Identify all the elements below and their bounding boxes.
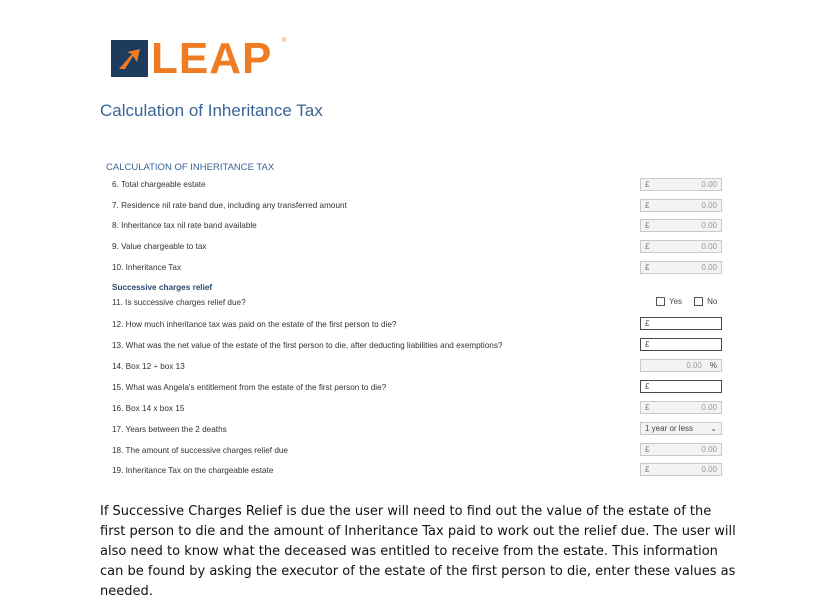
- page-title: Calculation of Inheritance Tax: [100, 101, 323, 120]
- row-16-label: 16. Box 14 x box 15: [112, 404, 185, 413]
- row-18-value: 0.00: [701, 445, 717, 454]
- row-9-field: [640, 240, 722, 253]
- no-checkbox[interactable]: [694, 297, 703, 306]
- row-19-value: 0.00: [701, 465, 717, 474]
- currency-symbol: £: [645, 319, 650, 328]
- currency-symbol: £: [645, 340, 650, 349]
- yes-checkbox[interactable]: [656, 297, 665, 306]
- currency-symbol: £: [645, 465, 650, 474]
- row-10-label: 10. Inheritance Tax: [112, 263, 182, 272]
- relief-due-options: [656, 297, 717, 306]
- row-8-label: 8. Inheritance tax nil rate band available: [112, 221, 257, 230]
- row-7-value: 0.00: [701, 201, 717, 210]
- row-8-field: [640, 219, 722, 232]
- leap-logo-mark: [111, 40, 148, 77]
- currency-symbol: £: [645, 242, 650, 251]
- currency-symbol: £: [645, 221, 650, 230]
- row-9-value: 0.00: [701, 242, 717, 251]
- yes-label: Yes: [669, 297, 683, 306]
- row-7-label: 7. Residence nil rate band due, including any transferred amount: [112, 201, 347, 210]
- row-8-value: 0.00: [701, 221, 717, 230]
- row-19-label: 19. Inheritance Tax on the chargeable estate: [112, 466, 274, 475]
- row-10-value: 0.00: [701, 263, 717, 272]
- leap-arrow-icon: [111, 40, 148, 77]
- row-12-input[interactable]: [640, 317, 722, 330]
- row-16-field: [640, 401, 722, 414]
- row-13-label: 13. What was the net value of the estate of the first person to die, after deducting liabilities and exemptions?: [112, 341, 503, 350]
- currency-symbol: £: [645, 403, 650, 412]
- row-14-value: 0.00: [686, 361, 702, 370]
- currency-symbol: £: [645, 201, 650, 210]
- section-title: CALCULATION OF INHERITANCE TAX: [106, 162, 275, 173]
- row-13-input[interactable]: [640, 338, 722, 351]
- currency-symbol: £: [645, 382, 650, 391]
- row-15-input[interactable]: [640, 380, 722, 393]
- row-12-label: 12. How much inheritance tax was paid on the estate of the first person to die?: [112, 320, 397, 329]
- leap-logo-text: LEAP: [151, 34, 273, 83]
- relief-heading: Successive charges relief: [112, 283, 213, 292]
- row-18-label: 18. The amount of successive charges relief due: [112, 446, 288, 455]
- currency-symbol: £: [645, 263, 650, 272]
- years-between-deaths-select[interactable]: [640, 422, 722, 435]
- explanation-paragraph: If Successive Charges Relief is due the user will need to find out the value of the estate of the first person to die and the amount of Inheritance Tax paid to work out the relief due. The user will also need to know what the deceased was entitled to receive from the estate. This information can be found by asking the executor of the estate of the first person to die, enter these values as needed.: [100, 504, 736, 599]
- row-18-field: [640, 443, 722, 456]
- leap-logo: [111, 34, 287, 83]
- row-14-label: 14. Box 12 ÷ box 13: [112, 362, 185, 371]
- percent-symbol: %: [709, 361, 717, 370]
- trademark-mark: ®: [282, 38, 287, 44]
- row-16-value: 0.00: [701, 403, 717, 412]
- currency-symbol: £: [645, 445, 650, 454]
- row-15-label: 15. What was Angela's entitlement from the estate of the first person to die?: [112, 383, 387, 392]
- years-selected-value: 1 year or less: [645, 424, 694, 433]
- row-19-field: [640, 463, 722, 476]
- row-7-field: [640, 199, 722, 212]
- currency-symbol: £: [645, 180, 650, 189]
- row-6-value: 0.00: [701, 180, 717, 189]
- row-17-label: 17. Years between the 2 deaths: [112, 425, 227, 434]
- chevron-down-icon: ⌄: [710, 424, 717, 433]
- row-6-field: [640, 178, 722, 191]
- row-9-label: 9. Value chargeable to tax: [112, 242, 207, 251]
- no-label: No: [707, 297, 718, 306]
- row-6-label: 6. Total chargeable estate: [112, 180, 206, 189]
- row-14-field: [640, 359, 722, 372]
- row-10-field: [640, 261, 722, 274]
- row-11-label: 11. Is successive charges relief due?: [112, 298, 246, 307]
